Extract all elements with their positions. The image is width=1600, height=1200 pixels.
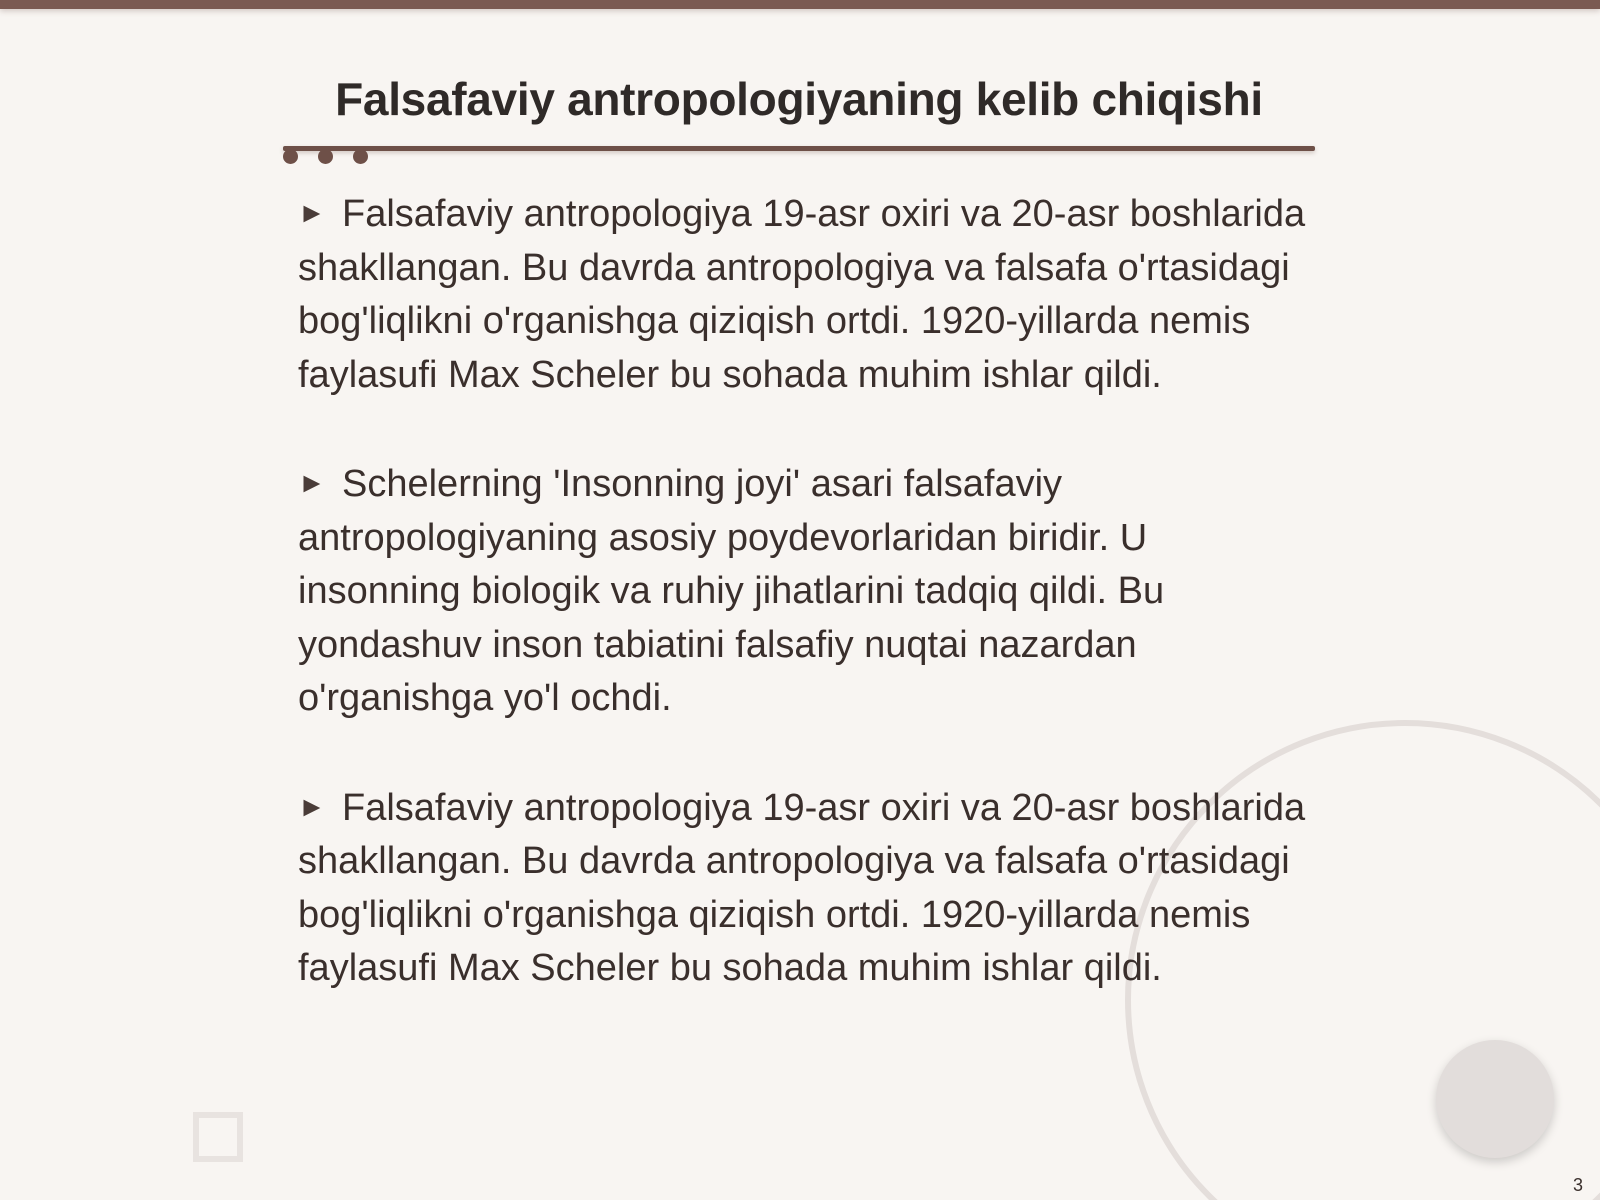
bullet-text: Schelerning 'Insonning joyi' asari falsafaviy antropologiyaning asosiy poydevorlaridan biridir. U insonning biologik va ruhiy jihatlarini tadqiq qildi. Bu yondashuv inson tabiatini falsafiy nuqtai nazardan o'rganishga yo'l ochdi.: [298, 463, 1165, 719]
bullet-text: Falsafaviy antropologiya 19-asr oxiri va 20-asr boshlarida shakllangan. Bu davrda antropologiya va falsafa o'rtasidagi bog'liqlikni o'rganishga qiziqish ortdi. 1920-yillarda nemis faylasufi Max Scheler bu sohada muhim ishlar qildi.: [298, 786, 1306, 989]
triangle-bullet-icon: ►: [298, 197, 326, 228]
title-dot-2: [318, 149, 333, 164]
bullet-item: [298, 456, 1308, 726]
slide-title: Falsafaviy antropologiyaning kelib chiqishi: [335, 73, 1263, 125]
top-accent-bar: [0, 0, 1600, 9]
decorative-square: [193, 1112, 243, 1162]
title-dot-1: [283, 149, 298, 164]
bullet-item: [298, 186, 1308, 402]
title-underline: [283, 146, 1315, 151]
triangle-bullet-icon: ►: [298, 467, 326, 498]
title-dot-3: [353, 149, 368, 164]
triangle-bullet-icon: ►: [298, 790, 326, 822]
page-number: 3: [1572, 1175, 1583, 1195]
bullet-text: Falsafaviy antropologiya 19-asr oxiri va 20-asr boshlarida shakllangan. Bu davrda antropologiya va falsafa o'rtasidagi bog'liqlikni o'rganishga qiziqish ortdi. 1920-yillarda nemis faylasufi Max Scheler bu sohada muhim ishlar qildi.: [298, 193, 1306, 396]
bullet-item: [298, 780, 1308, 996]
decorative-disc: [1436, 1040, 1554, 1158]
bullet-list: [298, 186, 1308, 1050]
